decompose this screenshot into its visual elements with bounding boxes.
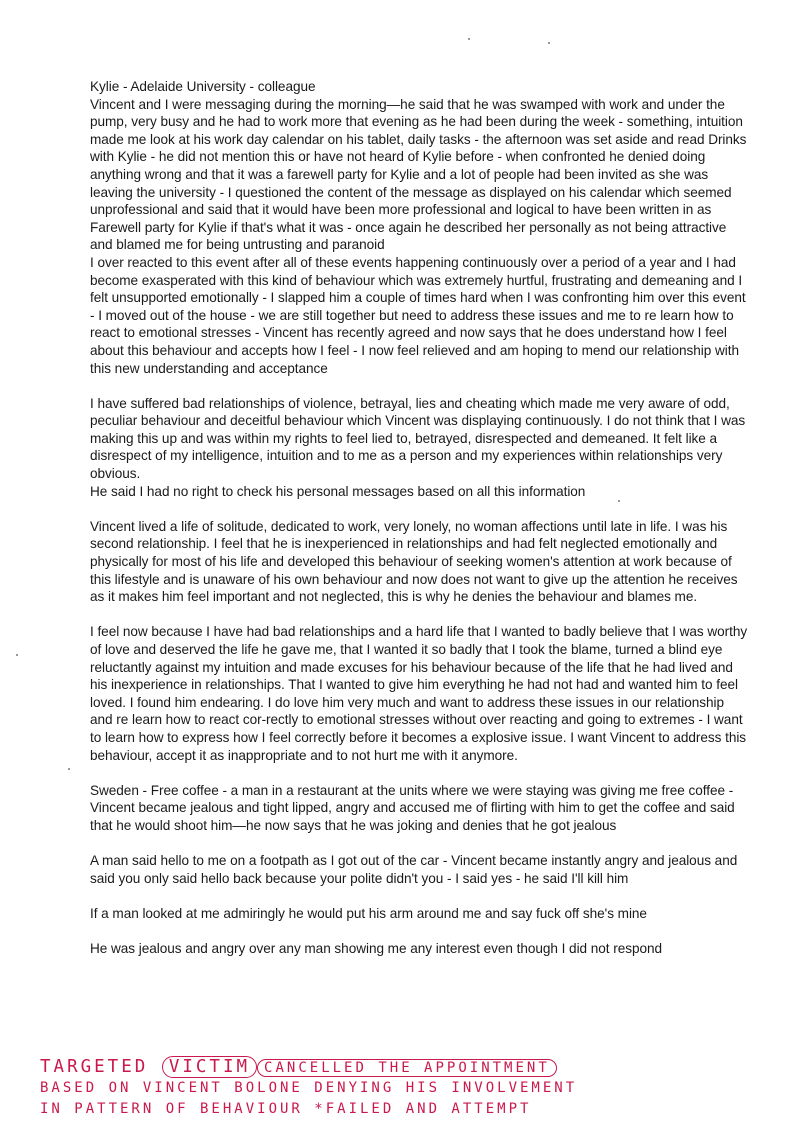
scan-speck bbox=[16, 654, 18, 656]
paragraph-kylie-messaging: Vincent and I were messaging during the morning—he said that he was swamped with work and under the pump, very busy and he had to work more that evening as he had been during the week - something, intuition made me look at his work day calendar on his tablet, daily tasks - the afternoon was set aside and read Drinks with Kylie - he did not mention this or have not heard of Kylie before - when confronted he denied doing anything wrong and that it was a farewell party for Kylie and a lot of people had been invited as she was leaving the university - I questioned the content of the message as displayed on his calendar which seemed unprofessional and said that it would have been more professional and logical to have been written in as Farewell party for Kylie if that's what it was - once again he described her personally as not being attractive and blamed me for being untrusting and paranoid bbox=[90, 96, 747, 253]
handwritten-prefix: TARGETED bbox=[40, 1057, 162, 1077]
paragraph-kylie-heading: Kylie - Adelaide University - colleague bbox=[90, 79, 316, 94]
handwritten-line-2: BASED ON VINCENT BOLONE DENYING HIS INVOLVEMENT bbox=[40, 1080, 578, 1096]
paragraph-jealous-angry: He was jealous and angry over any man showing me any interest even though I did not respond bbox=[90, 941, 663, 957]
handwritten-line-3: IN PATTERN OF BEHAVIOUR *FAILED AND ATTEMPT bbox=[40, 1101, 532, 1113]
paragraph-feel-now: I feel now because I have had bad relationships and a hard life that I wanted to badly believe that I was worthy of love and deserved the life he gave me, that I wanted it so badly that I took the blame, turned a blind eye reluctantly against my intuition and made excuses for his behaviour because of the life that he had lived and his inexperience in relationships. That I wanted to give him everything he had not had and wanted him to feel loved. I found him endearing. I do love him very much and want to address these issues in our relationship and re learn how to react cor-rectly to emotional stresses without over reacting and going to extremes - I want to learn how to express how I feel correctly before it becomes a explosive issue. I want Vincent to address this behaviour, accept it as inappropriate and to not hurt me with it anymore. bbox=[90, 624, 748, 763]
paragraph-sweden-coffee: Sweden - Free coffee - a man in a restaurant at the units where we were staying was giving me free coffee - Vincent became jealous and tight lipped, angry and accused me of flirting with him to get the coffee and said that he would shoot him—he now says that he was joking and denies that he got jealous bbox=[90, 782, 735, 833]
paragraph-bad-relationships: I have suffered bad relationships of violence, betrayal, lies and cheating which made me very aware of odd, peculiar behaviour and deceitful behaviour which Vincent was displaying continuously. I do not think that I was making this up and was within my rights to feel lied to, betrayed, disrespected and demeaned. It felt like a disrespect of my intelligence, intuition and to me as a person and my experiences within relationships very obvious. bbox=[90, 395, 746, 482]
paragraph-no-right: He said I had no right to check his personal messages based on all this information bbox=[90, 483, 586, 499]
paragraph-solitude: Vincent lived a life of solitude, dedicated to work, very lonely, no woman affections until late in life. I was his second relationship. I feel that he is inexperienced in relationships and had felt neglected emotionally and physically for most of his life and developed this behaviour of seeking women's attention at work because of this lifestyle and is unaware of his own behaviour and now does not want to give up the attention he receives as it makes him feel important and not neglected, this is why he denies the behaviour and blames me. bbox=[90, 518, 738, 605]
scan-speck bbox=[468, 38, 470, 40]
paragraph-admiringly: If a man looked at me admiringly he would put his arm around me and say fuck off she's mine bbox=[90, 905, 647, 921]
handwritten-line-1 bbox=[40, 1057, 790, 1078]
document-body bbox=[90, 78, 750, 958]
handwritten-note bbox=[40, 1057, 790, 1113]
circled-cancelled-appointment: CANCELLED THE APPOINTMENT bbox=[257, 1059, 557, 1077]
circled-victim: VICTIM bbox=[162, 1056, 257, 1078]
paragraph-over-reacted: I over reacted to this event after all of these events happening continuously over a period of a year and I had become exasperated with this kind of behaviour which was extremely hurtful, frustrating and demeaning and I felt unsupported emotionally - I slapped him a couple of times hard when I was confronting him over this event - I moved out of the house - we are still together but need to address these issues and me to re learn how to react to emotional stresses - Vincent has recently agreed and now says that he does understand how I feel about this behaviour and accepts how I feel - I now feel relieved and am hoping to mend our relationship with this new understanding and acceptance bbox=[90, 254, 746, 376]
scan-speck bbox=[548, 42, 550, 44]
paragraph-footpath: A man said hello to me on a footpath as I got out of the car - Vincent became instantly angry and jealous and said you only said hello back because your polite didn't you - I said yes - he said I'll kill him bbox=[90, 853, 738, 886]
scan-speck bbox=[68, 768, 70, 770]
